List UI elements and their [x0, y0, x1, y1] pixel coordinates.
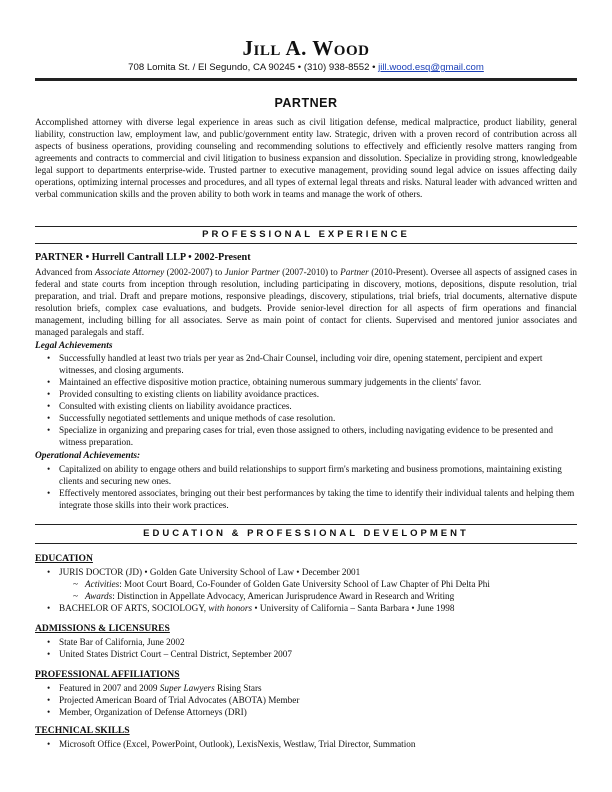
bullet-icon: •: [47, 603, 51, 613]
list-item-text: Consulted with existing clients on liability avoidance practices.: [59, 401, 292, 411]
section-rule-bottom: [35, 243, 577, 244]
desc-role: Associate Attorney: [95, 267, 165, 277]
list-item-text: Specialize in organizing and preparing cases for trial, even those assigned to others, including navigating evidence to be presented and witness preparation.: [59, 425, 554, 447]
list-item: [35, 566, 577, 578]
desc-role: Partner: [340, 267, 369, 277]
address: 708 Lomita St. / El Segundo, CA 90245: [128, 62, 296, 73]
bullet-icon: •: [47, 464, 51, 474]
list-item-text: Microsoft Office (Excel, PowerPoint, Outlook), LexisNexis, Westlaw, Trial Director, Summation: [59, 739, 416, 749]
bullet-icon: •: [47, 488, 51, 498]
list-item: [35, 636, 577, 648]
legal-achievements-list: [35, 352, 577, 448]
bullet-icon: •: [47, 707, 51, 717]
activities-text: : Moot Court Board, Co-Founder of Golden Gate University School of Law Chapter of Phi Delta Phi: [119, 579, 490, 589]
job-title-line: PARTNER • Hurrell Cantrall LLP • 2002-Present: [35, 252, 251, 263]
section-rule-top: [35, 226, 577, 227]
desc-role: Junior Partner: [224, 267, 280, 277]
list-item-text: Featured in 2007 and 2009: [59, 683, 160, 693]
candidate-name: Jill A. Wood: [242, 36, 370, 60]
bullet-icon: •: [47, 637, 51, 647]
section-title-experience: PROFESSIONAL EXPERIENCE: [202, 229, 410, 240]
list-item: [35, 412, 577, 424]
publication-name: Super Lawyers: [159, 683, 215, 693]
list-item-text: United States District Court – Central District, September 2007: [59, 649, 292, 659]
desc-text: (2010-Present). Oversee all aspects of assigned cases in federal and state courts from inception through resolution, including participating in discovery, motions, depositions, dispute resolution, trial preparation, and trial. Draft and prepare motions, responsive pleadings, discovery, stipulations, trial briefs, trial documents, alternative dispute resolution briefs, complex case evaluations, and budgets. Provide senior-level direction for all aspects of firm operations and financial management, including billing for all associates. Serve as main point of contact for clients. Supervised and mentored junior associates and managed paralegals and staff.: [35, 267, 577, 337]
separator: •: [297, 62, 302, 73]
awards-label: Awards: [85, 591, 113, 601]
list-item: [35, 590, 577, 602]
desc-text: (2002-2007) to: [164, 267, 225, 277]
list-item: [35, 648, 577, 660]
list-item: [35, 602, 577, 614]
list-item: [35, 682, 577, 694]
admissions-list: [35, 636, 577, 660]
bullet-icon: •: [47, 413, 51, 423]
section-title-education: EDUCATION & PROFESSIONAL DEVELOPMENT: [143, 528, 469, 539]
list-item-text: Projected American Board of Trial Advocates (ABOTA) Member: [59, 695, 300, 705]
bullet-icon: •: [47, 425, 51, 435]
job-description: [35, 266, 577, 338]
degree-ba-school: • University of California – Santa Barbara • June 1998: [252, 603, 455, 613]
list-item: [35, 352, 577, 376]
separator: •: [372, 62, 376, 73]
contact-line: [0, 62, 612, 73]
skills-list: [35, 738, 577, 750]
list-item-text: Successfully handled at least two trials per year as 2nd-Chair Counsel, including voir dire, opening statement, percipient and expert witnesses, and closing arguments.: [59, 353, 543, 375]
phone: (310) 938-8552: [303, 62, 370, 73]
affiliations-heading: PROFESSIONAL AFFILIATIONS: [35, 669, 180, 680]
list-item: [35, 400, 577, 412]
list-item-text: Provided consulting to existing clients on liability avoidance practices.: [59, 389, 319, 399]
affiliations-list: [35, 682, 577, 718]
list-item: [35, 388, 577, 400]
bullet-icon: •: [47, 389, 51, 399]
list-item: [35, 738, 577, 750]
list-item-text: State Bar of California, June 2002: [59, 637, 185, 647]
degree-honors: with honors: [208, 603, 253, 613]
list-item: [35, 694, 577, 706]
bullet-icon: •: [47, 695, 51, 705]
activities-label: Activities: [85, 579, 120, 589]
list-item: [35, 578, 577, 590]
skills-heading: TECHNICAL SKILLS: [35, 725, 130, 736]
list-item-text: Capitalized on ability to engage others and build relationships to support firm's marketing and business promotions, maintaining existing clients and securing new ones.: [59, 464, 562, 486]
list-item-text: Rising Stars: [214, 683, 262, 693]
list-item: [35, 376, 577, 388]
list-item-text: Member, Organization of Defense Attorneys (DRI): [59, 707, 247, 717]
education-heading: EDUCATION: [35, 553, 93, 564]
list-item-text: Maintained an effective dispositive motion practice, obtaining numerous summary judgements in the clients' favor.: [59, 377, 482, 387]
operational-achievements-heading: Operational Achievements:: [35, 451, 141, 461]
list-item: [35, 706, 577, 718]
degree-jd: JURIS DOCTOR (JD) • Golden Gate University School of Law • December 2001: [59, 567, 361, 577]
bullet-icon: •: [47, 649, 51, 659]
desc-text: (2007-2010) to: [279, 267, 341, 277]
tilde-icon: ~: [73, 591, 78, 601]
list-item: [35, 424, 577, 448]
education-list: [35, 566, 577, 614]
awards-text: : Distinction in Appellate Advocacy, American Jurisprudence Award in Research and Writing: [112, 591, 455, 601]
bullet-icon: •: [47, 377, 51, 387]
bullet-icon: •: [47, 567, 51, 577]
list-item-text: Effectively mentored associates, bringing out their best performances by taking the time to identify their individual talents and helping them integrate those skills into their work practices.: [59, 488, 575, 510]
list-item: [35, 487, 577, 511]
email-link[interactable]: jill.wood.esq@gmail.com: [378, 62, 484, 73]
desc-text: Advanced from: [35, 267, 96, 277]
operational-achievements-list: [35, 463, 577, 511]
headline-title: PARTNER: [274, 96, 338, 110]
legal-achievements-heading: Legal Achievements: [35, 341, 113, 351]
list-item-text: Successfully negotiated settlements and unique methods of case resolution.: [59, 413, 336, 423]
bullet-icon: •: [47, 401, 51, 411]
tilde-icon: ~: [73, 579, 78, 589]
bullet-icon: •: [47, 739, 51, 749]
section-rule-bottom: [35, 543, 577, 544]
degree-ba: BACHELOR OF ARTS, SOCIOLOGY,: [59, 603, 209, 613]
admissions-heading: ADMISSIONS & LICENSURES: [35, 623, 170, 634]
bullet-icon: •: [47, 353, 51, 363]
bullet-icon: •: [47, 683, 51, 693]
summary-paragraph: Accomplished attorney with diverse legal experience in areas such as civil litigation defense, medical malpractice, product liability, general liability, construction law, employment law, and public/government entity law. Strategic, driven with a proven record of contribution across all aspects of business operations, providing counseling and recommending solutions to effectively and efficiently resolve matters ranging from agreements and contracts to commercial and civil litigation to business expansion and dissolution. Specialize in providing strong, knowledgeable legal support to departments enterprise-wide. Trusted partner to executive management, providing sound legal advice on issues affecting daily operations, optimizing internal processes and procedures, and all types of external legal threats and risks. Natural leader with advanced written and verbal communication skills and the proven ability to both work in teams and manage the work of others.: [35, 117, 577, 199]
list-item: [35, 463, 577, 487]
header-divider: [35, 78, 577, 81]
section-rule-top: [35, 524, 577, 525]
